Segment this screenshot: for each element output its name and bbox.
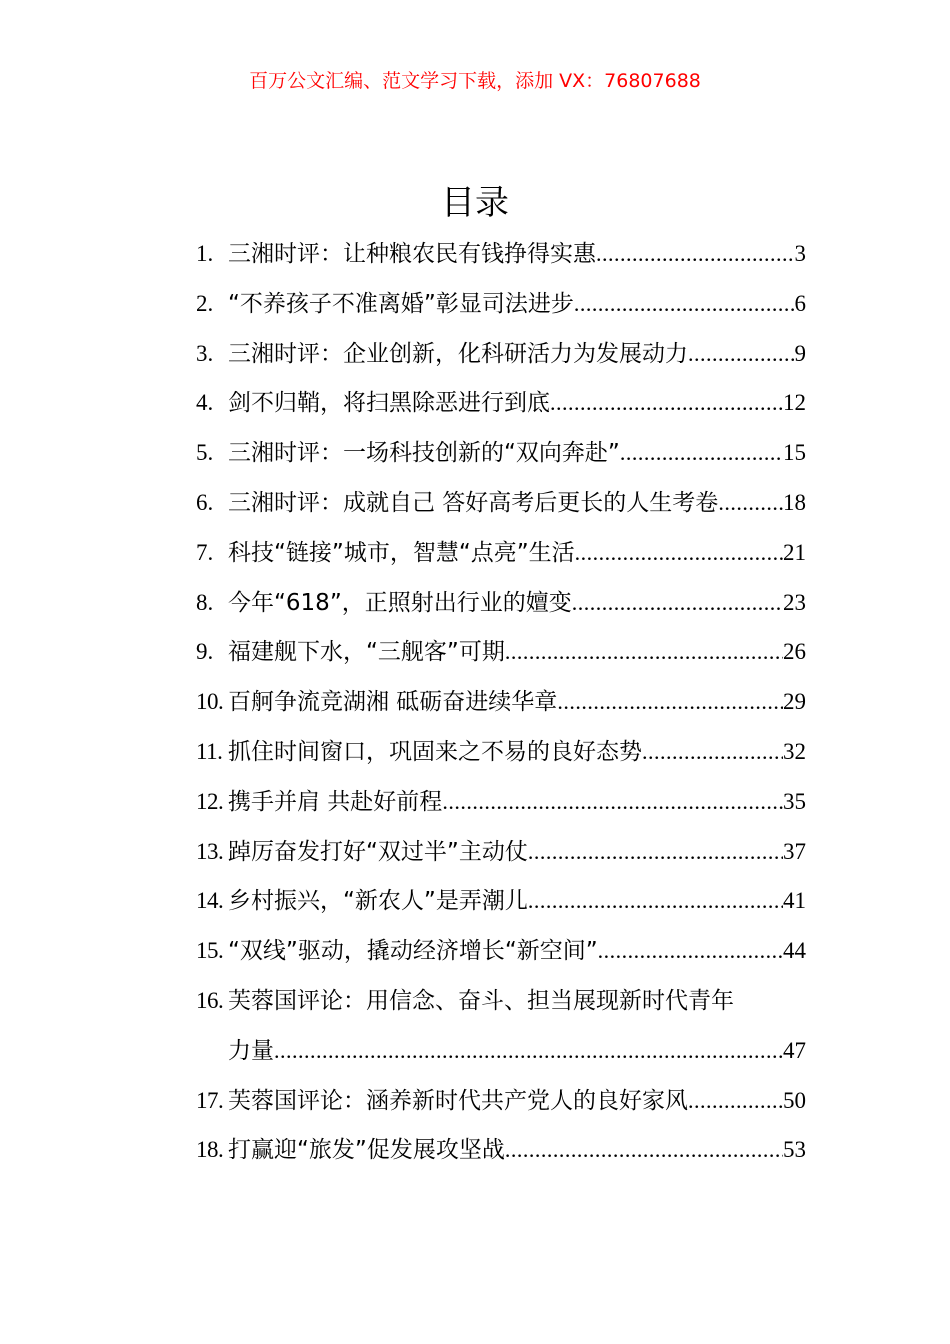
toc-entry-page: 6	[794, 290, 806, 316]
toc-dot-leader	[505, 627, 783, 677]
toc-entry-4[interactable]	[196, 378, 806, 428]
toc-entry-12[interactable]	[196, 777, 806, 827]
toc-entry-7[interactable]	[196, 528, 806, 578]
toc-entry-title: 踔厉奋发打好“双过半”主动仗	[228, 838, 528, 865]
toc-dot-leader	[442, 777, 783, 827]
toc-entry-2[interactable]	[196, 279, 806, 329]
toc-entry-number: 16.	[196, 987, 224, 1013]
toc-entry-title: 三湘时评：让种粮农民有钱挣得实惠	[228, 241, 596, 267]
toc-entry-title: 剑不归鞘，将扫黑除恶进行到底	[228, 390, 550, 417]
toc-entry-number: 1.	[196, 241, 214, 266]
toc-title: 目录	[441, 183, 509, 223]
toc-entry-title: 抓住时间窗口，巩固来之不易的良好态势	[228, 738, 642, 765]
toc-dot-leader	[274, 1026, 783, 1076]
toc-entry-number: 3.	[196, 340, 214, 366]
toc-entry-title: 打赢迎“旅发”促发展攻坚战	[228, 1137, 505, 1164]
toc-entry-title: “不养孩子不准离婚”彰显司法进步	[228, 290, 574, 317]
toc-entry-title: 携手并肩 共赴好前程	[228, 788, 443, 815]
toc-entry-number: 5.	[196, 440, 214, 466]
toc-entry-number: 18.	[196, 1137, 224, 1163]
toc-entry-title: 三湘时评：一场科技创新的“双向奔赴”	[228, 440, 620, 467]
toc-dot-leader	[528, 827, 783, 877]
toc-entry-title: “双线”驱动，撬动经济增长“新空间”	[228, 938, 598, 965]
toc-entry-page: 35	[783, 788, 806, 814]
toc-entry-page: 23	[783, 589, 806, 615]
toc-entry-14[interactable]	[196, 876, 806, 926]
toc-entry-number: 17.	[196, 1087, 224, 1113]
toc-dot-leader	[550, 378, 783, 428]
toc-entry-16[interactable]	[196, 976, 806, 1026]
toc-entry-title: 芙蓉国评论：涵养新时代共产党人的良好家风	[228, 1087, 688, 1114]
toc-entry-6[interactable]	[196, 478, 806, 528]
toc-entry-13[interactable]	[196, 827, 806, 877]
toc-entry-5[interactable]	[196, 428, 806, 478]
toc-entry-title: 今年“618”，正照射出行业的嬗变	[228, 589, 572, 616]
toc-dot-leader	[718, 478, 783, 528]
toc-dot-leader	[598, 926, 783, 976]
toc-dot-leader	[575, 528, 783, 578]
toc-entry-8[interactable]	[196, 578, 806, 628]
toc-dot-leader	[688, 1076, 783, 1126]
toc-dot-leader	[572, 578, 783, 628]
toc-entry-3[interactable]	[196, 329, 806, 379]
toc-entry-11[interactable]	[196, 727, 806, 777]
toc-dot-leader	[642, 727, 783, 777]
toc-entry-page: 53	[783, 1137, 806, 1163]
toc-dot-leader	[620, 428, 783, 478]
toc-entry-number: 9.	[196, 639, 214, 665]
toc-dot-leader	[528, 876, 783, 926]
header-watermark-note: 百万公文汇编、范文学习下载，添加 VX：76807688	[249, 70, 701, 92]
toc-entry-page: 29	[783, 689, 806, 715]
toc-entry-16-continuation[interactable]	[196, 1026, 806, 1076]
toc-entry-page: 50	[783, 1087, 806, 1113]
toc-entry-15[interactable]	[196, 926, 806, 976]
toc-dot-leader	[505, 1125, 783, 1175]
toc-dot-leader	[574, 279, 795, 329]
toc-entry-page: 3	[794, 241, 806, 266]
toc-entry-title: 芙蓉国评论：用信念、奋斗、担当展现新时代青年	[228, 987, 734, 1014]
toc-entry-number: 2.	[196, 290, 214, 316]
toc-entry-number: 12.	[196, 788, 224, 814]
table-of-contents	[196, 229, 806, 1175]
toc-entry-number: 7.	[196, 539, 214, 565]
toc-entry-17[interactable]	[196, 1076, 806, 1126]
toc-entry-title: 科技“链接”城市，智慧“点亮”生活	[228, 539, 575, 566]
toc-dot-leader	[688, 329, 795, 379]
toc-entry-number: 11.	[196, 738, 223, 764]
toc-entry-number: 14.	[196, 888, 224, 914]
toc-entry-number: 15.	[196, 938, 224, 964]
toc-entry-page: 15	[783, 440, 806, 466]
toc-entry-title-continuation: 力量	[228, 1037, 274, 1064]
toc-entry-page: 41	[783, 888, 806, 914]
toc-entry-page: 12	[783, 390, 806, 416]
toc-entry-page: 47	[783, 1037, 806, 1063]
toc-entry-10[interactable]	[196, 677, 806, 727]
toc-entry-title: 百舸争流竞湖湘 砥砺奋进续华章	[228, 689, 558, 716]
toc-entry-9[interactable]	[196, 627, 806, 677]
toc-dot-leader	[596, 229, 795, 279]
toc-entry-number: 8.	[196, 589, 214, 615]
toc-entry-page: 37	[783, 838, 806, 864]
toc-entry-18[interactable]	[196, 1125, 806, 1175]
toc-entry-number: 10.	[196, 689, 224, 715]
toc-entry-title: 福建舰下水，“三舰客”可期	[228, 639, 505, 666]
toc-entry-title: 三湘时评：企业创新，化科研活力为发展动力	[228, 340, 688, 367]
toc-entry-page: 44	[783, 938, 806, 964]
toc-entry-page: 18	[783, 489, 806, 515]
toc-entry-page: 32	[783, 738, 806, 764]
toc-entry-number: 6.	[196, 489, 214, 515]
toc-entry-page: 26	[783, 639, 806, 665]
toc-entry-page: 9	[794, 340, 806, 366]
toc-entry-1[interactable]	[196, 229, 806, 279]
toc-entry-page: 21	[783, 539, 806, 565]
toc-dot-leader	[557, 677, 783, 727]
toc-entry-number: 13.	[196, 838, 224, 864]
toc-entry-title: 三湘时评：成就自己 答好高考后更长的人生考卷	[228, 489, 719, 516]
toc-entry-title: 乡村振兴，“新农人”是弄潮儿	[228, 888, 528, 915]
toc-entry-number: 4.	[196, 390, 214, 416]
